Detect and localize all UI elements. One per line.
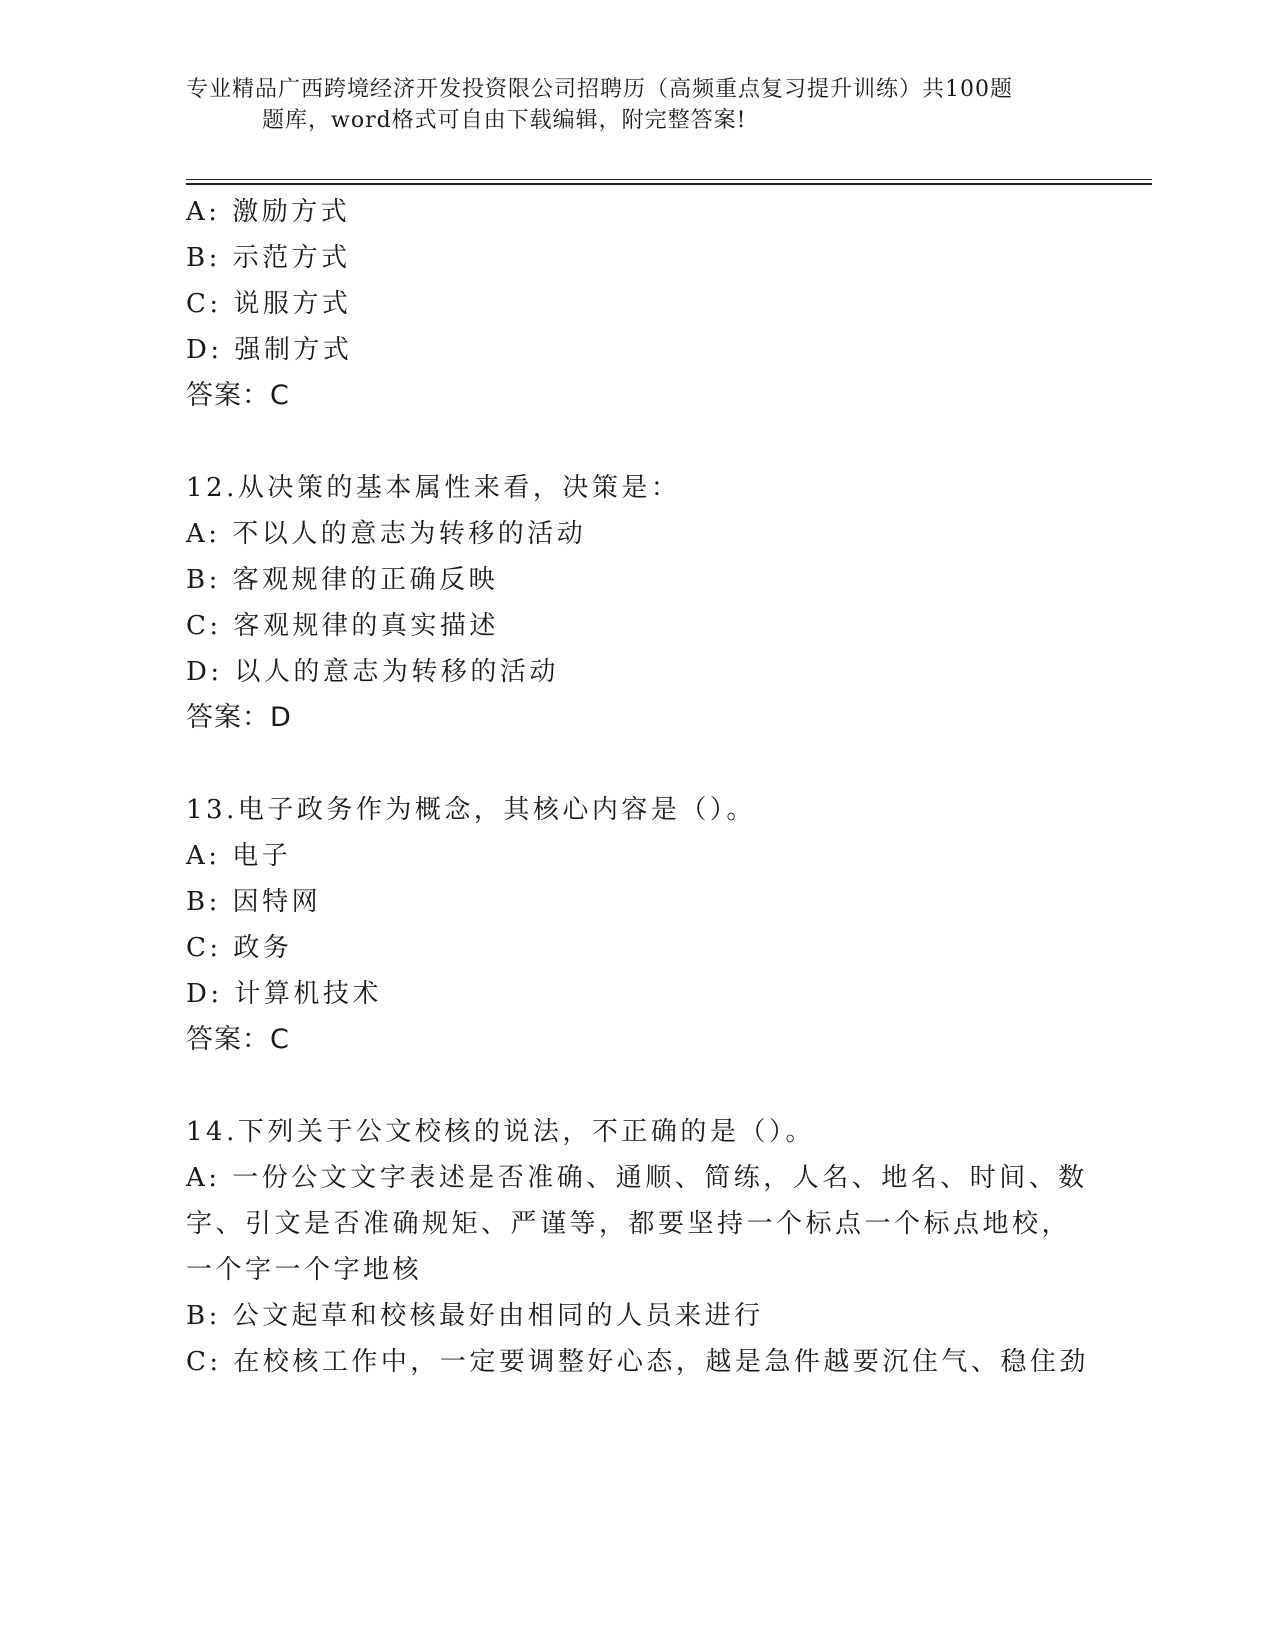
question-13 bbox=[186, 787, 1086, 1063]
option-a: A: 激励方式 bbox=[186, 197, 351, 227]
question-text: 13.电子政务作为概念，其核心内容是（）。 bbox=[186, 795, 756, 825]
option-d: D: 以人的意志为转移的活动 bbox=[186, 657, 559, 687]
spacer bbox=[186, 419, 1086, 465]
option-a-line-3: 一个字一个字地核 bbox=[186, 1255, 423, 1285]
option-c: C: 说服方式 bbox=[186, 289, 352, 319]
option-a: A: 不以人的意志为转移的活动 bbox=[186, 519, 587, 549]
question-text: 14.下列关于公文校核的说法，不正确的是（）。 bbox=[186, 1117, 815, 1147]
option-c: C: 在校核工作中，一定要调整好心态，越是急件越要沉住气、稳住劲 bbox=[186, 1347, 1089, 1377]
option-b: B: 客观规律的正确反映 bbox=[186, 565, 499, 595]
question-14 bbox=[186, 1109, 1089, 1385]
header-rule-thick bbox=[186, 183, 1152, 185]
option-a-line-2: 字、引文是否准确规矩、严谨等，都要坚持一个标点一个标点地校， bbox=[186, 1209, 1072, 1239]
question-text: 12.从决策的基本属性来看，决策是： bbox=[186, 473, 681, 503]
option-b: B: 因特网 bbox=[186, 887, 322, 917]
option-a: A: 电子 bbox=[186, 841, 292, 871]
header-line-1: 专业精品广西跨境经济开发投资限公司招聘历（高频重点复习提升训练）共100题 bbox=[186, 77, 1013, 102]
option-d: D: 强制方式 bbox=[186, 335, 353, 365]
question-12 bbox=[186, 465, 1086, 741]
answer: 答案：D bbox=[186, 702, 292, 733]
option-a bbox=[186, 1155, 1086, 1293]
question-11 bbox=[186, 189, 1086, 419]
document-body bbox=[186, 189, 1089, 1385]
option-a-line-1: A: 一份公文文字表述是否准确、通顺、简练，人名、地名、时间、数 bbox=[186, 1163, 1088, 1193]
answer: 答案：C bbox=[186, 380, 290, 411]
option-d: D: 计算机技术 bbox=[186, 979, 382, 1009]
answer: 答案：C bbox=[186, 1024, 290, 1055]
option-b: B: 公文起草和校核最好由相同的人员来进行 bbox=[186, 1301, 764, 1331]
header-line-2: 题库，word格式可自由下载编辑，附完整答案! bbox=[262, 108, 747, 133]
spacer bbox=[186, 1063, 1086, 1109]
header-rule-thin bbox=[186, 179, 1152, 180]
spacer bbox=[186, 741, 1086, 787]
document-header bbox=[186, 74, 1086, 136]
option-c: C: 客观规律的真实描述 bbox=[186, 611, 499, 641]
option-c: C: 政务 bbox=[186, 933, 293, 963]
option-b: B: 示范方式 bbox=[186, 243, 351, 273]
